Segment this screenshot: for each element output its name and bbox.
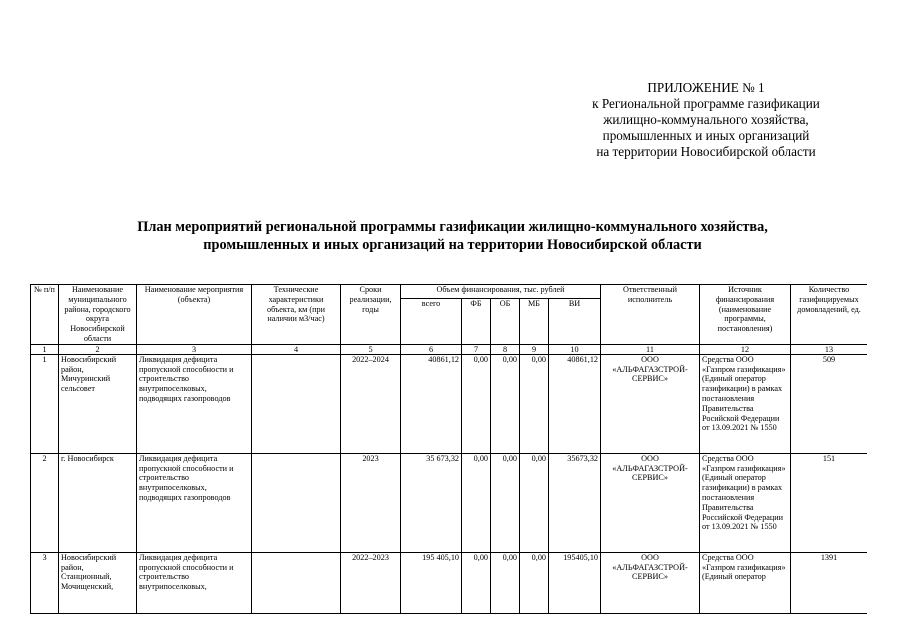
cell-mb: 0,00: [520, 552, 549, 613]
col-number: 11: [601, 344, 700, 354]
header-event: Наименование мероприятия (объекта): [137, 285, 252, 345]
annex-block: [551, 80, 861, 160]
col-number: 9: [520, 344, 549, 354]
cell-mb: 0,00: [520, 354, 549, 453]
cell-vi: 35673,32: [549, 453, 601, 552]
header-households: Количество газифицируемых домовладений, ед.: [791, 285, 868, 345]
cell-total: 40861,12: [401, 354, 462, 453]
col-number: 10: [549, 344, 601, 354]
header-mb: МБ: [520, 298, 549, 344]
cell-vi: 195405,10: [549, 552, 601, 613]
cell-executor: ООО «АЛЬФАГАЗСТРОЙ-СЕРВИС»: [601, 354, 700, 453]
cell-ob: 0,00: [491, 552, 520, 613]
cell-fb: 0,00: [462, 354, 491, 453]
table-row: [31, 552, 868, 613]
cell-district: Новосибирский район, Станционный, Мочищенский,: [59, 552, 137, 613]
cell-ob: 0,00: [491, 354, 520, 453]
cell-num: 3: [31, 552, 59, 613]
header-fb: ФБ: [462, 298, 491, 344]
header-num: № п/п: [31, 285, 59, 345]
cell-terms: 2022–2023: [341, 552, 401, 613]
cell-district: Новосибирский район, Мичуринский сельсовет: [59, 354, 137, 453]
cell-mb: 0,00: [520, 453, 549, 552]
table-row: [31, 453, 868, 552]
cell-event: Ликвидация дефицита пропускной способности и строительство внутрипоселковых,: [137, 552, 252, 613]
cell-event: Ликвидация дефицита пропускной способности и строительство внутрипоселковых, подводящих газопроводов: [137, 354, 252, 453]
cell-vi: 40861,12: [549, 354, 601, 453]
col-number: 1: [31, 344, 59, 354]
annex-line-3: жилищно-коммунального хозяйства,: [603, 112, 809, 127]
header-ob: ОБ: [491, 298, 520, 344]
document-title: [0, 218, 905, 254]
annex-line-1: ПРИЛОЖЕНИЕ № 1: [647, 80, 765, 95]
col-number: 2: [59, 344, 137, 354]
col-number: 12: [700, 344, 791, 354]
table-row: [31, 354, 868, 453]
col-number: 5: [341, 344, 401, 354]
title-line-2: промышленных и иных организаций на территории Новосибирской области: [203, 237, 702, 253]
cell-district: г. Новосибирск: [59, 453, 137, 552]
annex-line-2: к Региональной программе газификации: [592, 96, 820, 111]
cell-terms: 2022–2024: [341, 354, 401, 453]
cell-source: Средства ООО «Газпром газификация» (Единый оператор газификации) в рамках постановления Правительства Российской Федерации от 13.09.2021 № 1550: [700, 453, 791, 552]
cell-households: 151: [791, 453, 868, 552]
cell-executor: ООО «АЛЬФАГАЗСТРОЙ-СЕРВИС»: [601, 453, 700, 552]
header-total: всего: [401, 298, 462, 344]
cell-fb: 0,00: [462, 552, 491, 613]
cell-num: 2: [31, 453, 59, 552]
cell-fb: 0,00: [462, 453, 491, 552]
plan-table-wrapper: [30, 284, 867, 640]
cell-executor: ООО «АЛЬФАГАЗСТРОЙ-СЕРВИС»: [601, 552, 700, 613]
cell-event: Ликвидация дефицита пропускной способности и строительство внутрипоселковых, подводящих газопроводов: [137, 453, 252, 552]
annex-line-4: промышленных и иных организаций: [602, 128, 810, 143]
col-number: 7: [462, 344, 491, 354]
title-line-1: План мероприятий региональной программы газификации жилищно-коммунального хозяйства,: [137, 219, 768, 235]
cell-households: 1391: [791, 552, 868, 613]
cell-source: Средства ООО «Газпром газификация» (Единый оператор газификации) в рамках постановления Правительства Росийской Федерации от 13.09.2021 № 1550: [700, 354, 791, 453]
header-terms: Сроки реализации, годы: [341, 285, 401, 345]
cell-total: 35 673,32: [401, 453, 462, 552]
col-number: 13: [791, 344, 868, 354]
cell-terms: 2023: [341, 453, 401, 552]
cell-tech: [252, 354, 341, 453]
header-row-1: [31, 285, 868, 299]
header-district: Наименование муниципального района, городского округа Новосибирской области: [59, 285, 137, 345]
cell-tech: [252, 552, 341, 613]
plan-table: [30, 284, 867, 614]
col-number: 3: [137, 344, 252, 354]
header-vi: ВИ: [549, 298, 601, 344]
cell-total: 195 405,10: [401, 552, 462, 613]
cell-num: 1: [31, 354, 59, 453]
cell-source: Средства ООО «Газпром газификация» (Единый оператор: [700, 552, 791, 613]
header-executor: Ответственный исполнитель: [601, 285, 700, 345]
col-number: 6: [401, 344, 462, 354]
column-number-row: [31, 344, 868, 354]
header-source: Источник финансирования (наименование программы, постановления): [700, 285, 791, 345]
header-funding: Объем финансирования, тыс. рублей: [401, 285, 601, 299]
annex-line-5: на территории Новосибирской области: [596, 144, 816, 159]
cell-ob: 0,00: [491, 453, 520, 552]
cell-households: 509: [791, 354, 868, 453]
header-tech: Технические характеристики объекта, км (при наличии м3/час): [252, 285, 341, 345]
col-number: 4: [252, 344, 341, 354]
cell-tech: [252, 453, 341, 552]
col-number: 8: [491, 344, 520, 354]
